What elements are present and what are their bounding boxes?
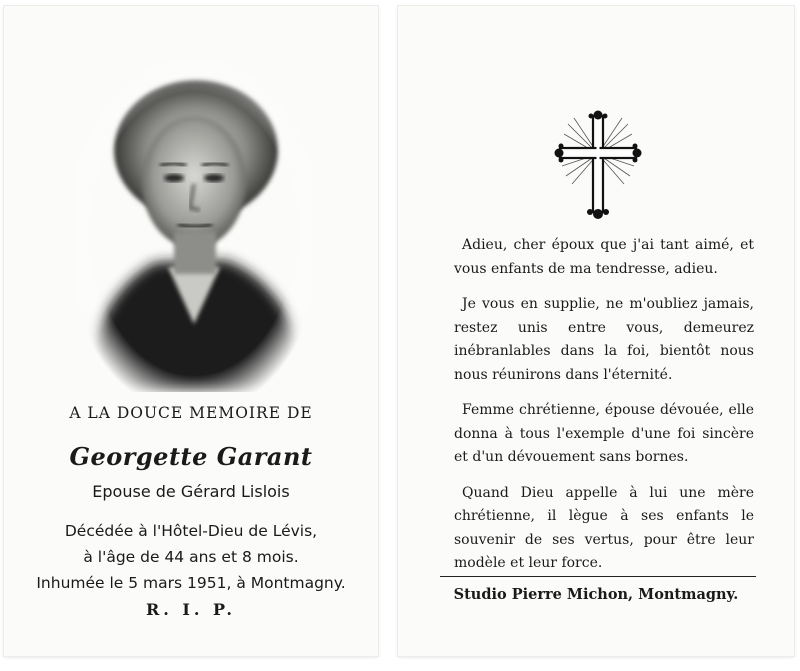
burial-line: Inhumée le 5 mars 1951, à Montmagny. — [36, 574, 346, 592]
memorial-card-front — [4, 6, 378, 656]
verse-text — [454, 234, 754, 588]
divider-line — [440, 576, 756, 577]
deceased-name: Georgette Garant — [69, 442, 313, 471]
verse-paragraph: Femme chrétienne, épouse dévouée, elle donna à tous l'exemple d'une foi sincère et d'un dévouement sans bornes. — [454, 402, 754, 465]
ornate-cross-icon — [554, 110, 642, 222]
verse-paragraph: Quand Dieu appelle à lui une mère chrétienne, il lègue à ses enfants le souvenir de ses vertus, pour être leur modèle et leur force. — [454, 484, 754, 571]
age-line: à l'âge de 44 ans et 8 mois. — [83, 548, 299, 566]
death-details — [4, 518, 378, 596]
verse-paragraph: Je vous en supplie, ne m'oubliez jamais, restez unis entre vous, demeurez inébranlables dans la foi, bientôt nous nous réunirons dans l'éternité. — [454, 296, 754, 383]
verse-paragraph: Adieu, cher époux que j'ai tant aimé, et vous enfants de ma tendresse, adieu. — [454, 237, 754, 277]
memorial-card-back — [398, 6, 794, 656]
death-place-line: Décédée à l'Hôtel-Dieu de Lévis, — [64, 522, 318, 540]
studio-credit: Studio Pierre Michon, Montmagny. — [453, 586, 739, 603]
portrait-photo — [76, 62, 312, 392]
rip-text: R. I. P. — [145, 600, 236, 619]
memorial-heading: A LA DOUCE MEMOIRE DE — [69, 404, 313, 422]
spouse-line: Epouse de Gérard Lislois — [92, 482, 290, 501]
